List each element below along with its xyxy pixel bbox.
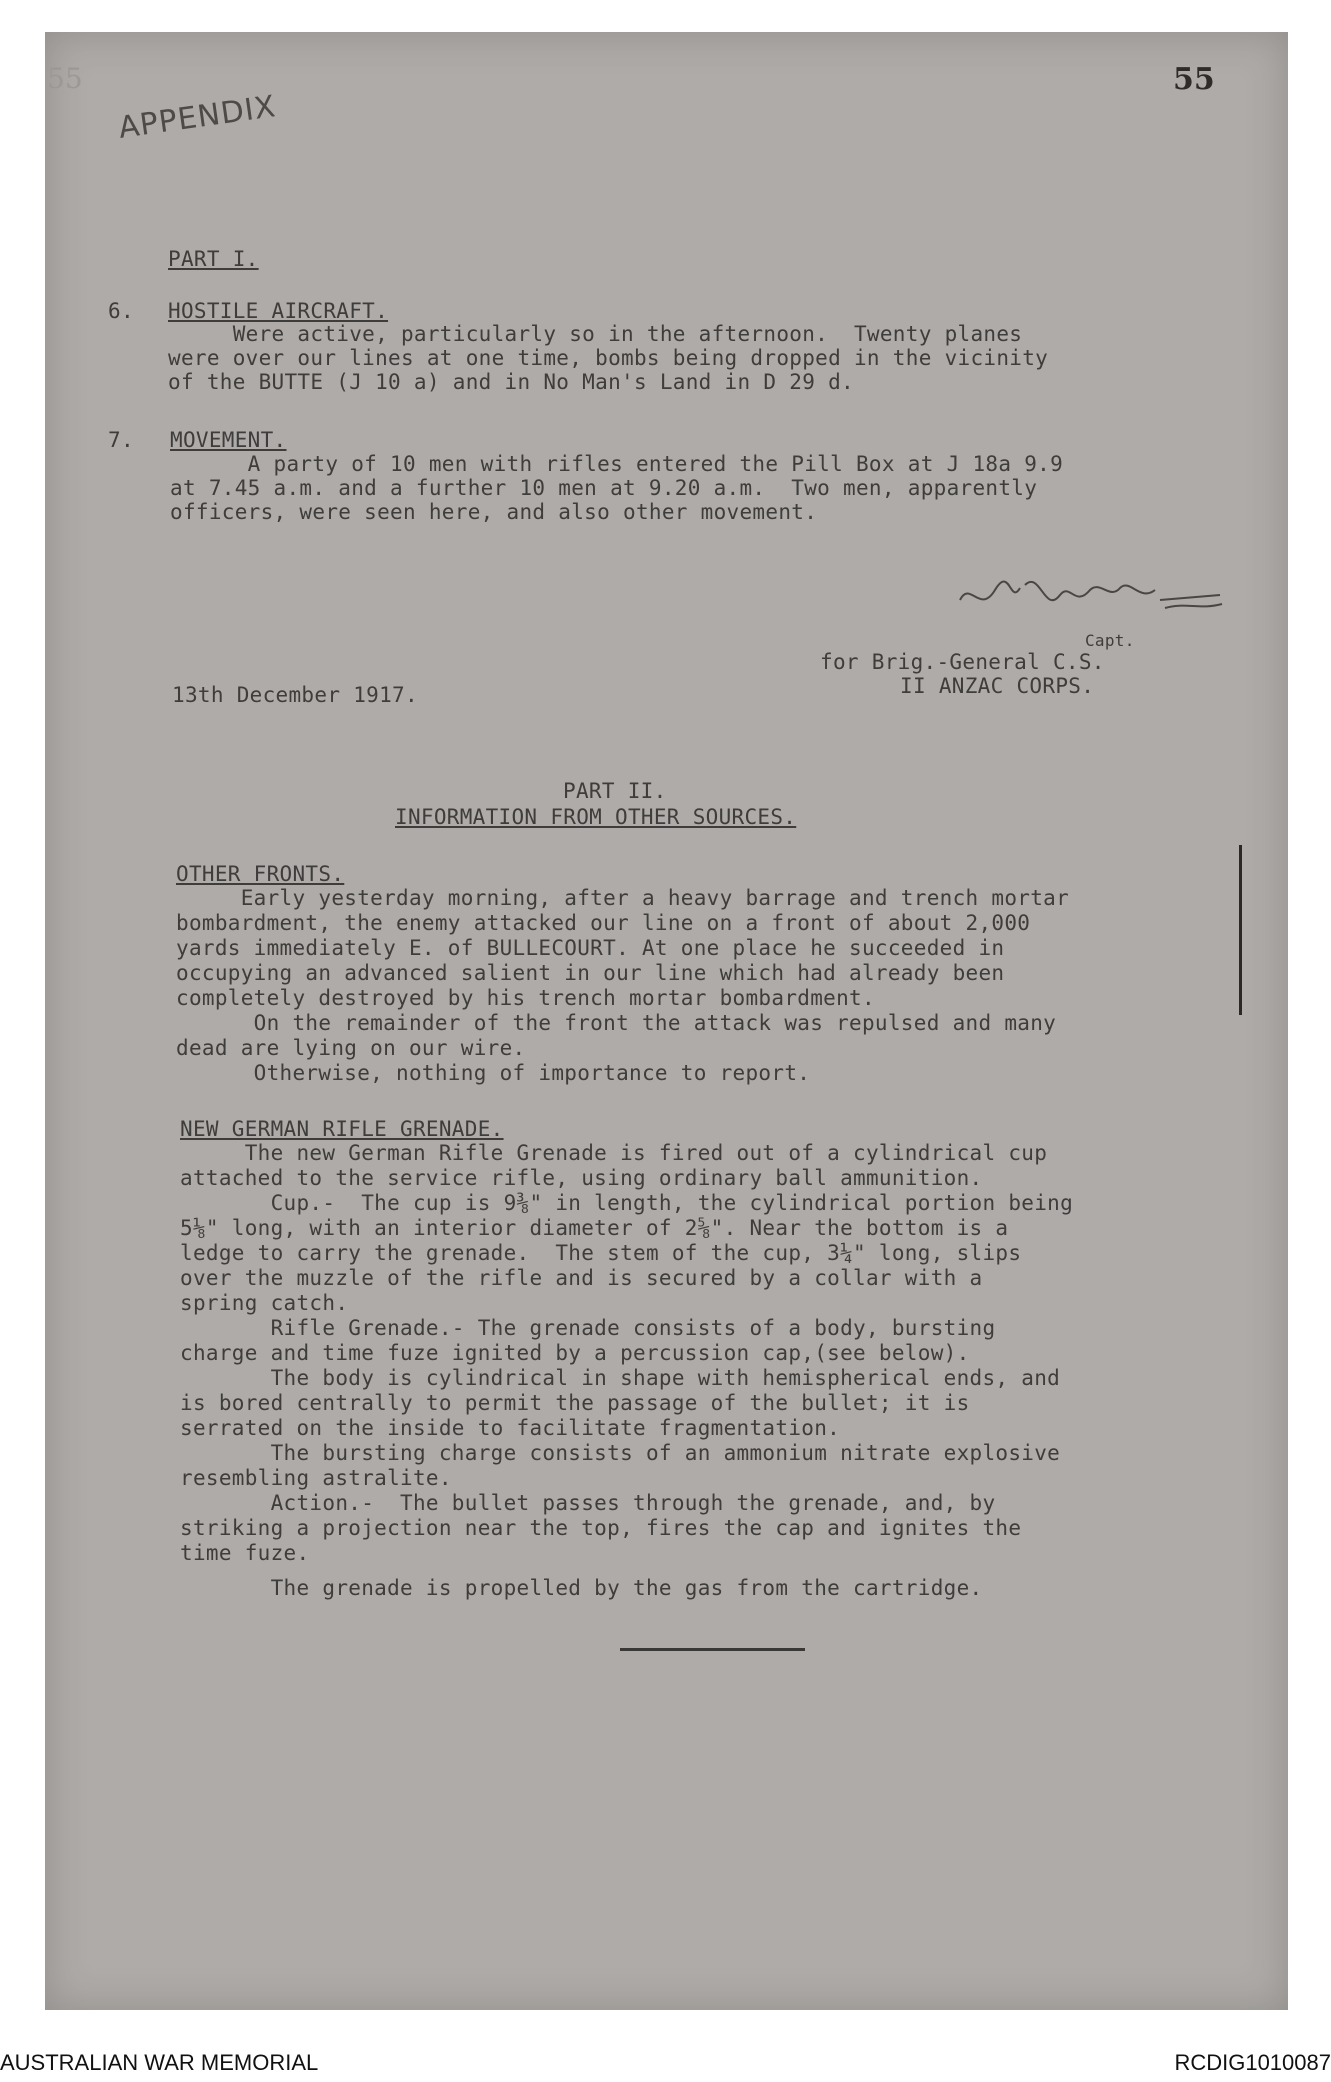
item7-line-1: A party of 10 men with rifles entered the Pill Box at J 18a 9.9 bbox=[170, 452, 1064, 476]
rifle-grenade-line-15: Action.- The bullet passes through the grenade, and, by bbox=[180, 1491, 996, 1515]
signature-corps: II ANZAC CORPS. bbox=[900, 674, 1095, 698]
part2-heading: PART II. bbox=[563, 779, 667, 803]
item7-title: MOVEMENT. bbox=[170, 428, 287, 452]
rifle-grenade-line-10: The body is cylindrical in shape with hemispherical ends, and bbox=[180, 1366, 1061, 1390]
part1-date: 13th December 1917. bbox=[172, 683, 418, 707]
rifle-grenade-line-4: 5⅛" long, with an interior diameter of 2⅝". Near the bottom is a bbox=[180, 1216, 1009, 1240]
appendix-stamp: APPENDIX bbox=[116, 89, 279, 146]
rifle-grenade-line-5: ledge to carry the grenade. The stem of the cup, 3¼" long, slips bbox=[180, 1241, 1022, 1265]
rifle-grenade-line-13: The bursting charge consists of an ammonium nitrate explosive bbox=[180, 1441, 1061, 1465]
footer-identifier: RCDIG1010087 bbox=[1174, 2050, 1331, 2075]
item6-line-3: of the BUTTE (J 10 a) and in No Man's Land in D 29 d. bbox=[168, 370, 854, 394]
rifle-grenade-line-17: time fuze. bbox=[180, 1541, 310, 1565]
rifle-grenade-line-2: attached to the service rifle, using ordinary ball ammunition. bbox=[180, 1166, 983, 1190]
item6-line-1: Were active, particularly so in the afternoon. Twenty planes bbox=[168, 322, 1023, 346]
margin-vertical-rule bbox=[1239, 845, 1242, 1015]
item6-number: 6. bbox=[108, 299, 134, 323]
rifle-grenade-line-14: resembling astralite. bbox=[180, 1466, 452, 1490]
footer-source: AUSTRALIAN WAR MEMORIAL bbox=[0, 2050, 319, 2075]
item7-number: 7. bbox=[108, 428, 134, 452]
rifle-grenade-line-16: striking a projection near the top, fires the cap and ignites the bbox=[180, 1516, 1022, 1540]
rifle-grenade-line-11: is bored centrally to permit the passage of the bullet; it is bbox=[180, 1391, 970, 1415]
other-fronts-line-3: yards immediately E. of BULLECOURT. At one place he succeeded in bbox=[176, 936, 1005, 960]
item6-line-2: were over our lines at one time, bombs being dropped in the vicinity bbox=[168, 346, 1049, 370]
other-fronts-line-7: dead are lying on our wire. bbox=[176, 1036, 526, 1060]
page-number: 55 bbox=[1173, 62, 1215, 97]
item6-title: HOSTILE AIRCRAFT. bbox=[168, 299, 389, 323]
item7-line-2: at 7.45 a.m. and a further 10 men at 9.20 a.m. Two men, apparently bbox=[170, 476, 1038, 500]
signature-for-line: for Brig.-General C.S. bbox=[820, 650, 1105, 674]
other-fronts-line-6: On the remainder of the front the attack was repulsed and many bbox=[176, 1011, 1057, 1035]
other-fronts-line-2: bombardment, the enemy attacked our line on a front of about 2,000 bbox=[176, 911, 1031, 935]
signature-capt: Capt. bbox=[1085, 631, 1135, 650]
closing-rule bbox=[620, 1648, 805, 1651]
part1-heading: PART I. bbox=[168, 247, 259, 271]
rifle-grenade-line-7: spring catch. bbox=[180, 1291, 349, 1315]
other-fronts-title: OTHER FRONTS. bbox=[176, 862, 345, 886]
other-fronts-line-1: Early yesterday morning, after a heavy barrage and trench mortar bbox=[176, 886, 1070, 910]
rifle-grenade-line-1: The new German Rifle Grenade is fired out of a cylindrical cup bbox=[180, 1141, 1048, 1165]
rifle-grenade-line-8: Rifle Grenade.- The grenade consists of a body, bursting bbox=[180, 1316, 996, 1340]
part2-subheading: INFORMATION FROM OTHER SOURCES. bbox=[395, 805, 797, 829]
other-fronts-line-8: Otherwise, nothing of importance to report. bbox=[176, 1061, 811, 1085]
other-fronts-line-5: completely destroyed by his trench mortar bombardment. bbox=[176, 986, 875, 1010]
other-fronts-line-4: occupying an advanced salient in our line which had already been bbox=[176, 961, 1005, 985]
rifle-grenade-line-12: serrated on the inside to facilitate fragmentation. bbox=[180, 1416, 841, 1440]
item7-line-3: officers, were seen here, and also other movement. bbox=[170, 500, 818, 524]
rifle-grenade-line-6: over the muzzle of the rifle and is secured by a collar with a bbox=[180, 1266, 983, 1290]
rifle-grenade-title: NEW GERMAN RIFLE GRENADE. bbox=[180, 1117, 504, 1141]
rifle-grenade-line-3: Cup.- The cup is 9⅜" in length, the cylindrical portion being bbox=[180, 1191, 1074, 1215]
rifle-grenade-line-9: charge and time fuze ignited by a percussion cap,(see below). bbox=[180, 1341, 970, 1365]
faint-page-number: 55 bbox=[47, 62, 83, 95]
rifle-grenade-line-18: The grenade is propelled by the gas from the cartridge. bbox=[180, 1576, 983, 1600]
